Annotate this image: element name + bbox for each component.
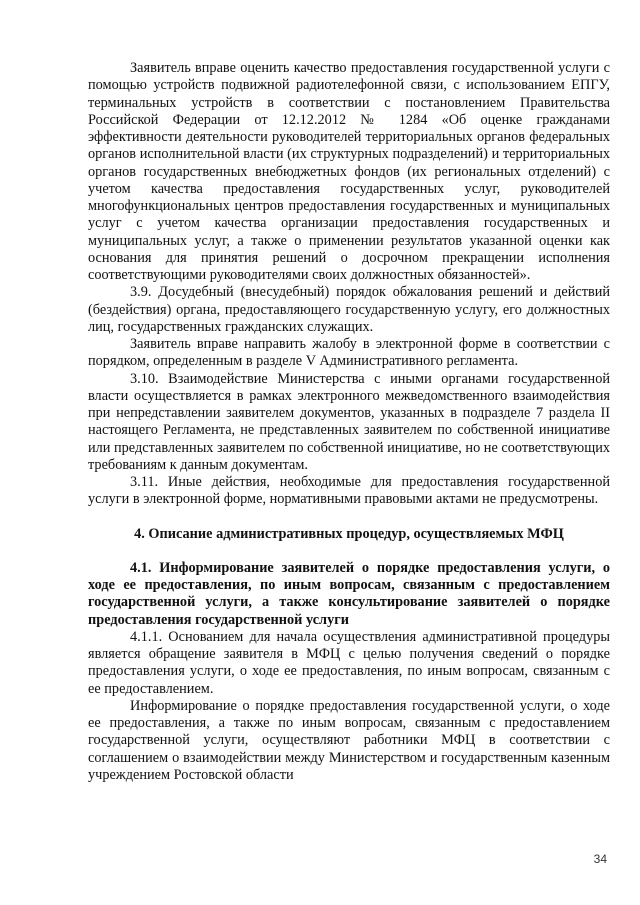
paragraph-3-10: 3.10. Взаимодействие Министерства с иными органами государственной власти осуществляется в рамках электронного межведомственного взаимодействия при непредставлении заявителем документов, указанных в подразделе 7 раздела II настоящего Регламента, не представленных заявителем по собственной инициативе или представленных заявителем по собственной инициативе, но не соответствующих требованиям к данным документам.: [88, 370, 610, 473]
paragraph-rating-right: Заявитель вправе оценить качество предоставления государственной услуги с помощью устройств подвижной радиотелефонной связи, с использованием ЕПГУ, терминальных устройств в соответствии с постановлением Правительства Российской Федерации от 12.12.2012 № 1284 «Об оценке гражданами эффективности деятельности руководителей территориальных органов федеральных органов исполнительной власти (их структурных подразделений) и территориальных органов государственных внебюджетных фондов (их региональных отделений) с учетом качества предоставления государственных услуг, руководителей многофункциональных центров предоставления государственных и муниципальных услуг с учетом качества организации предоставления государственных и муниципальных услуг, а также о применении результатов указанной оценки как основания для принятия решений о досрочном прекращении исполнения соответствующими руководителями своих должностных обязанностей».: [88, 60, 610, 283]
paragraph-informing: Информирование о порядке предоставления государственной услуги, о ходе ее предоставления, а также по иным вопросам, связанным с предоставлением государственной услуги, осуществляют работники МФЦ в соответствии с соглашением о взаимодействии между Министерством и государственным казенным учреждением Ростовской области: [88, 697, 610, 783]
page-number: 34: [593, 852, 607, 866]
paragraph-complaint: Заявитель вправе направить жалобу в электронной форме в соответствии с порядком, определенным в разделе V Административного регламента.: [88, 336, 610, 370]
document-body: [88, 60, 610, 784]
paragraph-4-1-1: 4.1.1. Основанием для начала осуществления административной процедуры является обращение заявителя в МФЦ с целью получения сведений о порядке предоставления услуги, о ходе ее предоставления, по иным вопросам, связанным с ее предоставлением.: [88, 628, 610, 697]
subsection-heading: 4.1. Информирование заявителей о порядке предоставления услуги, о ходе ее предоставления, по иным вопросам, связанным с предоставлением государственной услуги, а также консультирование заявителей о порядке предоставления государственной услуги: [88, 559, 610, 628]
paragraph-3-9: 3.9. Досудебный (внесудебный) порядок обжалования решений и действий (бездействия) органа, предоставляющего государственную услугу, его должностных лиц, государственных гражданских служащих.: [88, 284, 610, 335]
section-heading: 4. Описание административных процедур, осуществляемых МФЦ: [134, 525, 564, 542]
paragraph-3-11: 3.11. Иные действия, необходимые для предоставления государственной услуги в электронной форме, нормативными правовыми актами не предусмотрены.: [88, 474, 610, 508]
